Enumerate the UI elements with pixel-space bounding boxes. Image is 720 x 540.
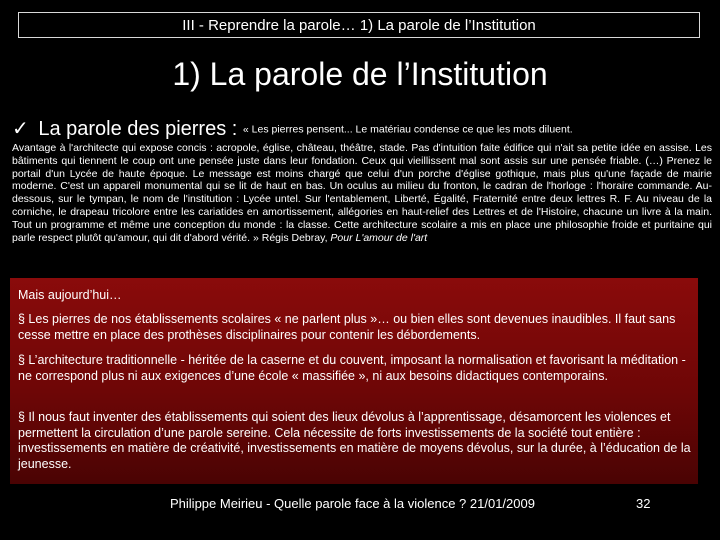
quote-body: Avantage à l'architecte qui expose concis : acropole, église, château, théâtre, stade. Pas d'intuition faite édifice qui n'ait sa petite idée en assise. Les bâtiments qui tiennent le coup ont une pensée juste dans leur fondation. Ceux qui vieillissent mal sont assis sur une pensée friable. (…) Prenez le portail d'un Lycée de haute époque. Le message est moins chargé que celui d'un porche d'église gothique, mais plus qu'une façade de mairie moderne. C'est un appareil monumental qui se lit de haut en bas. Un oculus au milieu du fronton, le cadran de l'horloge : l'horaire commande. Au-dessous, sur le tympan, le nom de l'institution : Lycée untel. Sur l'entablement, Liberté, Égalité, Fraternité entre deux lettres R. F. Au niveau de la corniche, le drapeau tricolore entre les cariatides en amortissement, allégories en haut-relief des Lettres et de l'Histoire, chacune un livre à la main. Tout un programme et même une conception du monde : la classe. Cette architecture scolaire a mis en place une philosophie froide et puritaine qui parle respect plutôt qu'amour, qui dit d'abord vérité. » Régis Debray, [12,142,712,244]
page-number: 32 [636,496,651,511]
quote-paragraph [12,142,712,244]
bullet-1: § Les pierres de nos établissements scolaires « ne parlent plus »… ou bien elles sont devenues inaudibles. Il faut sans cesse mettre en place des prothèses disciplinaires pour contenir les débordements. [18,312,676,342]
footer-author: Philippe Meirieu - Quelle parole face à la violence ? 21/01/2009 [170,496,535,511]
check-icon: ✓ [12,118,29,140]
quote-start: « Les pierres pensent... Le matériau condense ce que les mots diluent. [242,123,573,136]
box-intro: Mais aujourd’hui… [18,288,122,302]
bullet-3: § Il nous faut inventer des établissements qui soient des lieux dévolus à l’apprentissage, désamorcent les violences et permettent la circulation d’une parole sereine. Cela nécessite de forts investissements de la société tout entière : investissements en matière de créativité, investissements en matière de moyens dévolus, sur la durée, à l’éducation de la jeunesse. [18,410,691,471]
quote-source: Pour L'amour de l'art [330,231,428,244]
highlight-box [10,278,698,484]
header-banner [18,12,700,38]
slide-title: 1) La parole de l’Institution [172,56,548,92]
header-banner-text: III - Reprendre la parole… 1) La parole de l’Institution [182,16,536,34]
bullet-2: § L’architecture traditionnelle - héritée de la caserne et du couvent, imposant la normalisation et favorisant la méditation - ne correspond plus ni aux exigences d’une école « massifiée », ni aux besoins didactiques contemporains. [18,353,686,383]
section-heading-text: La parole des pierres : [38,118,238,140]
section-heading [12,116,712,141]
